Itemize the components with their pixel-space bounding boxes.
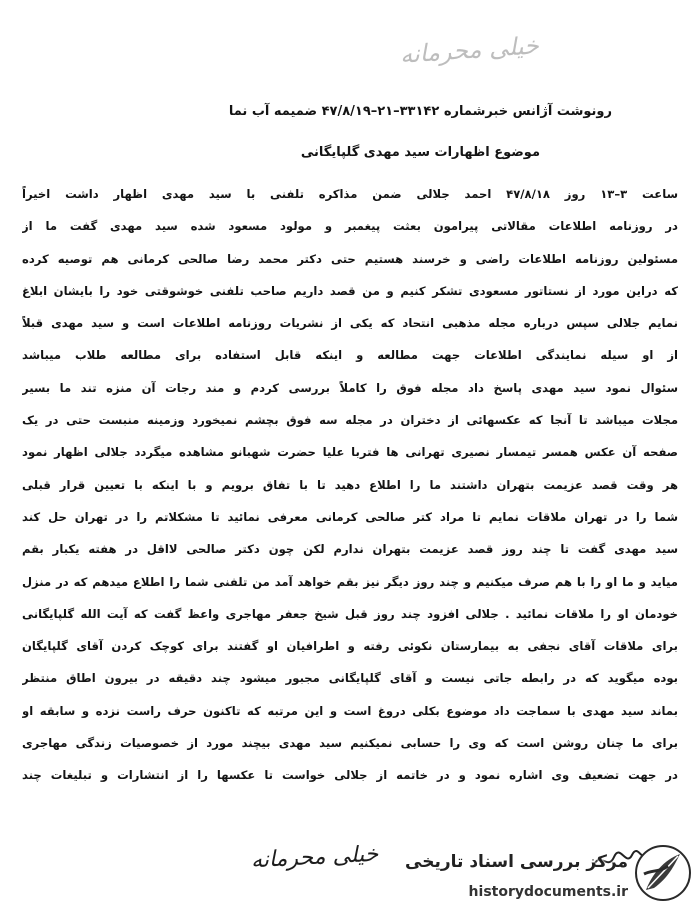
body-line: برای ملاقات آقای نجفی به بیمارستان نکوئی رفته و اطرافیان او گفتند برای کوچک کردن آقای گلپایگان — [22, 639, 678, 654]
document-body — [22, 178, 678, 792]
body-line: میاید و ما او را با هم صرف میکنیم و چند روز دیگر نیز بقم خواهد آمد من تلفنی شما را اطلاع میدهم که در منزل — [22, 574, 678, 589]
body-line: صفحه آن عکس همسر تیمسار نصیری تهرانی ها فتربا علیا حضرت شهبانو مشاهده میگردد جلالی اظهار نمود — [22, 445, 678, 460]
feather-logo-icon — [634, 844, 692, 902]
body-line: بوده میگوید که در رابطه جاتی نیست و آقای گلپایگانی مجبور میشود چند دقیقه در بیرون اطاق منتظر — [22, 671, 678, 686]
document-header: رونوشت آژانس خبرشماره ۳۳۱۴۲–۲۱–۴۷/۸/۱۹ ضمیمه آب نما — [228, 104, 612, 119]
body-line: که دراین مورد از نستاتور مسعودی تشکر کنیم و من قصد داریم صاحب تلفنی خوشوقتی خود را بایشان ابلاغ — [22, 283, 678, 298]
body-line: از او سیله نمایندگی اطلاعات جهت مطالعه و اینکه قابل استفاده برای مطالعه طلاب میباشد — [22, 348, 678, 363]
body-line: خودمان او را ملاقات نمائید . جلالی افزود چند روز قبل شیخ جعفر مهاجری واعظ گفت که آیت الله گلپایگانی — [22, 606, 678, 621]
watermark-title: مرکز بررسی اسناد تاریخی — [405, 852, 628, 872]
classification-stamp-bottom: خیلی محرمانه — [250, 841, 379, 874]
document-subject: موضوع اظهارات سید مهدی گلپایگانی — [300, 145, 540, 160]
classification-stamp-top: خیلی محرمانه — [399, 31, 540, 69]
body-line: برای ما چنان روشن است که وی را حسابی نمیکنیم سید مهدی بیچند مورد از خصوصیات زندگی مهاجری — [22, 736, 678, 751]
body-line: شما را در تهران ملاقات نمایم تا مراد کتر صالحی کرمانی معرفی نمائید تا مشکلاتم را در تهران حل کند — [22, 509, 678, 524]
watermark-url: historydocuments.ir — [468, 884, 628, 900]
archive-watermark — [362, 840, 692, 912]
body-line: در جهت تضعیف وی اشاره نمود و در خاتمه از جلالی خواست تا عکسها را از انتشارات و تبلیغات چند — [22, 768, 678, 783]
body-line: هر وقت قصد عزیمت بتهران داشتند ما را اطلاع دهید تا با تفاق برویم و با اینکه با تعیین قرار قبلی — [22, 477, 678, 492]
body-line: بماند سید مهدی با سماجت داد موضوع بکلی دروغ است و این مرتبه که تاکنون حرف راست نزده و سابقه او — [22, 703, 678, 718]
body-line: سئوال نمود سید مهدی پاسخ داد مجله فوق را کاملاً بررسی کردم و مند رجات آن منزه تند ما بسیر — [22, 380, 678, 395]
body-line: مسئولین روزنامه اطلاعات راضی و خرسند هستیم حتی دکتر محمد رضا صالحی کرمانی هم توصیه کرده — [22, 251, 678, 266]
body-line: ساعت ۳–۱۳ روز ۴۷/۸/۱۸ احمد جلالی ضمن مذاکره تلفنی با سید مهدی اظهار داشت اخیراً — [22, 187, 678, 201]
body-line: در روزنامه اطلاعات مقالاتی پیرامون بعثت پیغمبر و مولود مسعود شده سید مهدی گفت ما از — [22, 219, 678, 234]
body-line: سید مهدی گفت تا چند روز قصد عزیمت بتهران ندارم لکن چون دکتر صالحی لااقل در هفته یکبار بقم — [22, 542, 678, 557]
body-line: مجلات میباشد تا آنجا که عکسهائی از دختران در مجله سه فوق بچشم نمیخورد وزمینه منبست حتی در یک — [22, 413, 678, 428]
body-line: نمایم جلالی سپس درباره مجله مذهبی انتحاد که یکی از نشریات روزنامه اطلاعات است و سید مهدی قبلاً — [22, 316, 678, 331]
